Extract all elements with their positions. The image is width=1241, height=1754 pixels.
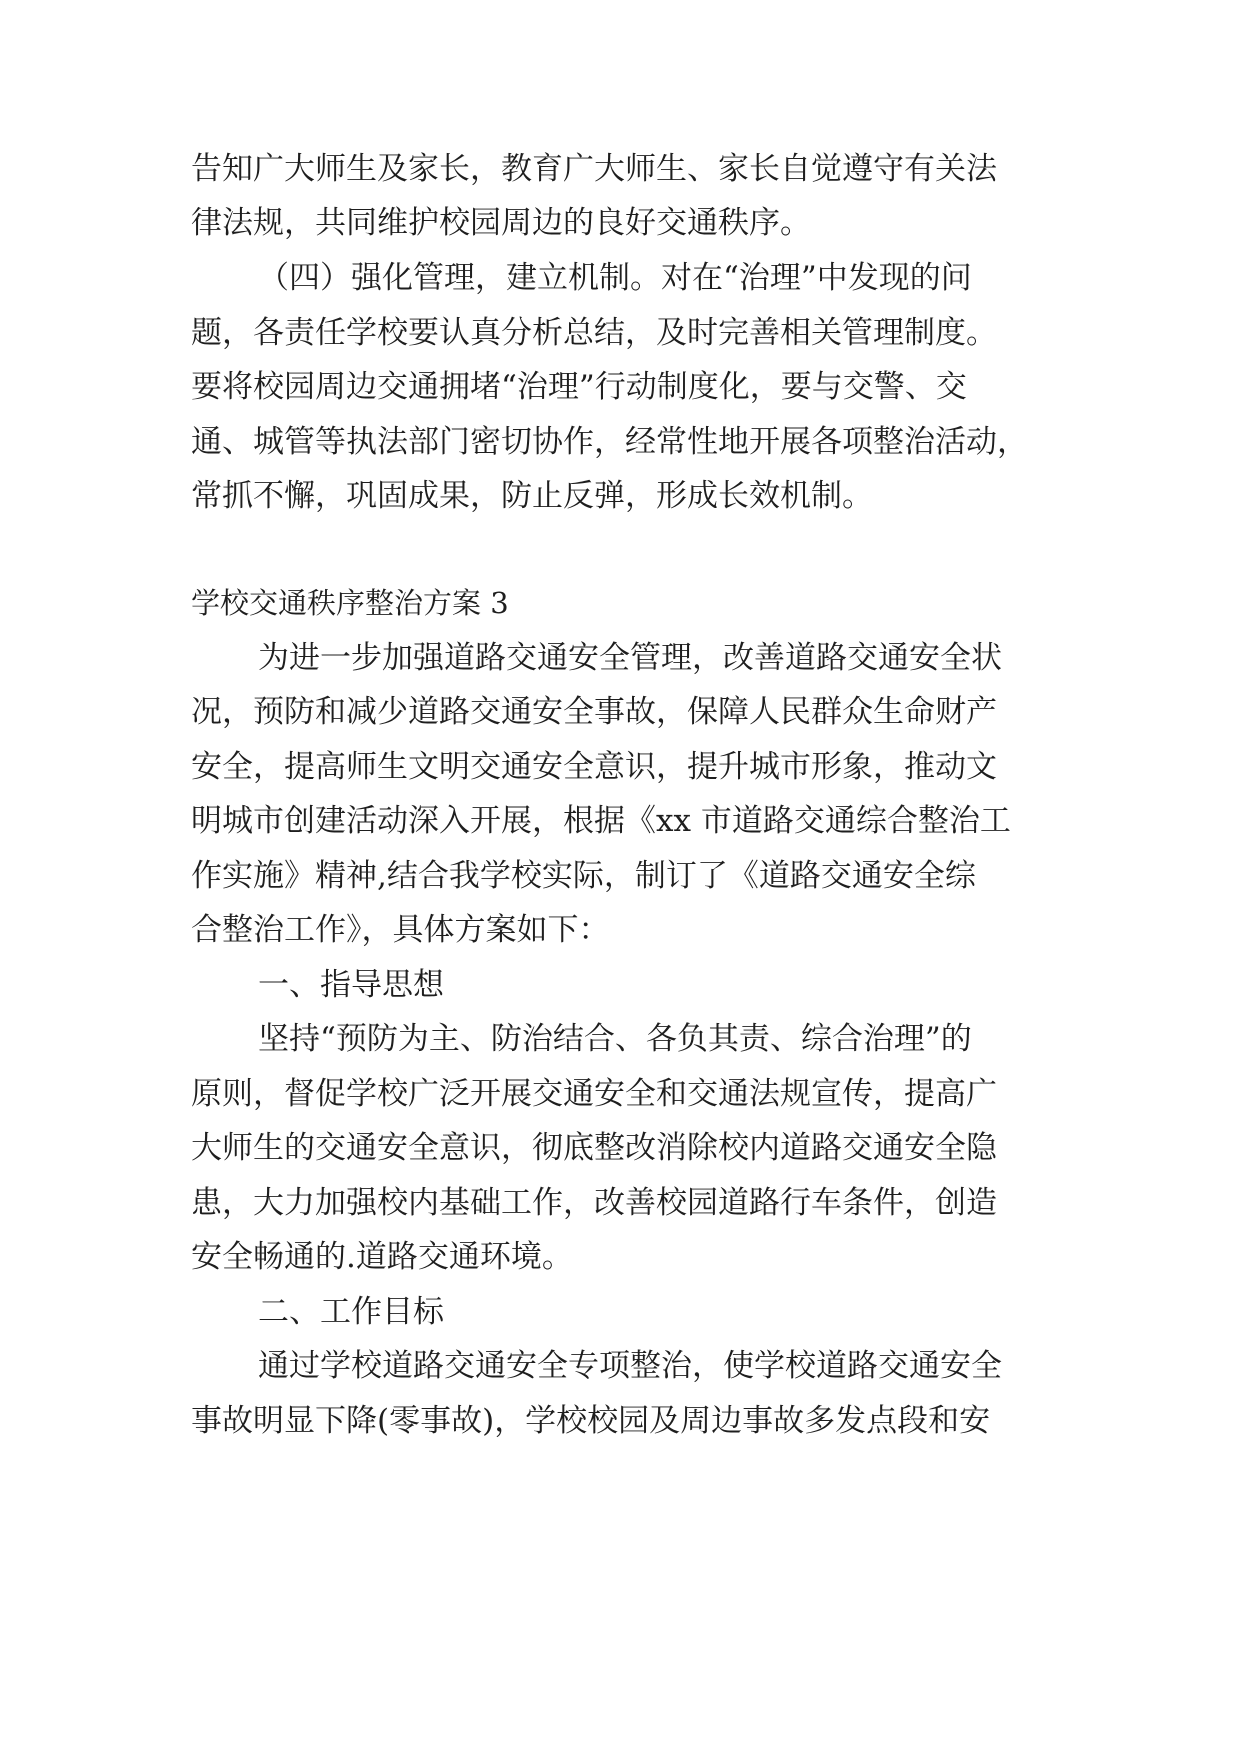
paragraph-line: 常抓不懈，巩固成果，防止反弹，形成长效机制。	[191, 478, 873, 514]
paragraph-line: 通、城管等执法部门密切协作，经常性地开展各项整治活动，	[191, 424, 1028, 460]
paragraph-line: 要将校园周边交通拥堵“治理”行动制度化，要与交警、交	[191, 369, 967, 405]
section-title: 学校交通秩序整治方案 3	[191, 586, 509, 620]
paragraph-line: 况，预防和减少道路交通安全事故，保障人民群众生命财产	[191, 694, 997, 730]
paragraph-line: 题，各责任学校要认真分析总结，及时完善相关管理制度。	[191, 315, 997, 351]
paragraph-line: 为进一步加强道路交通安全管理，改善道路交通安全状	[258, 640, 1002, 676]
paragraph-line: 安全畅通的.道路交通环境。	[191, 1239, 573, 1275]
paragraph-line: 作实施》精神,结合我学校实际，制订了《道路交通安全综	[191, 858, 976, 894]
paragraph-line: 坚持“预防为主、防治结合、各负其责、综合治理”的	[258, 1021, 972, 1057]
paragraph-line: 律法规，共同维护校园周边的良好交通秩序。	[191, 205, 811, 241]
paragraph-line: 明城市创建活动深入开展，根据《xx 市道路交通综合整治工	[191, 803, 1011, 839]
paragraph-line: 大师生的交通安全意识，彻底整改消除校内道路交通安全隐	[191, 1130, 997, 1166]
subheading-work-goals: 二、工作目标	[258, 1294, 444, 1330]
paragraph-line: 患，大力加强校内基础工作，改善校园道路行车条件，创造	[191, 1185, 997, 1221]
paragraph-line: 告知广大师生及家长，教育广大师生、家长自觉遵守有关法	[191, 151, 997, 187]
paragraph-line: （四）强化管理，建立机制。对在“治理”中发现的问	[258, 260, 972, 296]
paragraph-line: 合整治工作》，具体方案如下：	[191, 912, 610, 948]
subheading-guiding-ideology: 一、指导思想	[258, 967, 444, 1003]
paragraph-line: 事故明显下降(零事故)，学校校园及周边事故多发点段和安	[191, 1403, 991, 1439]
paragraph-line: 安全，提高师生文明交通安全意识，提升城市形象，推动文	[191, 749, 997, 785]
paragraph-line: 原则，督促学校广泛开展交通安全和交通法规宣传，提高广	[191, 1076, 997, 1112]
paragraph-line: 通过学校道路交通安全专项整治，使学校道路交通安全	[258, 1348, 1002, 1384]
